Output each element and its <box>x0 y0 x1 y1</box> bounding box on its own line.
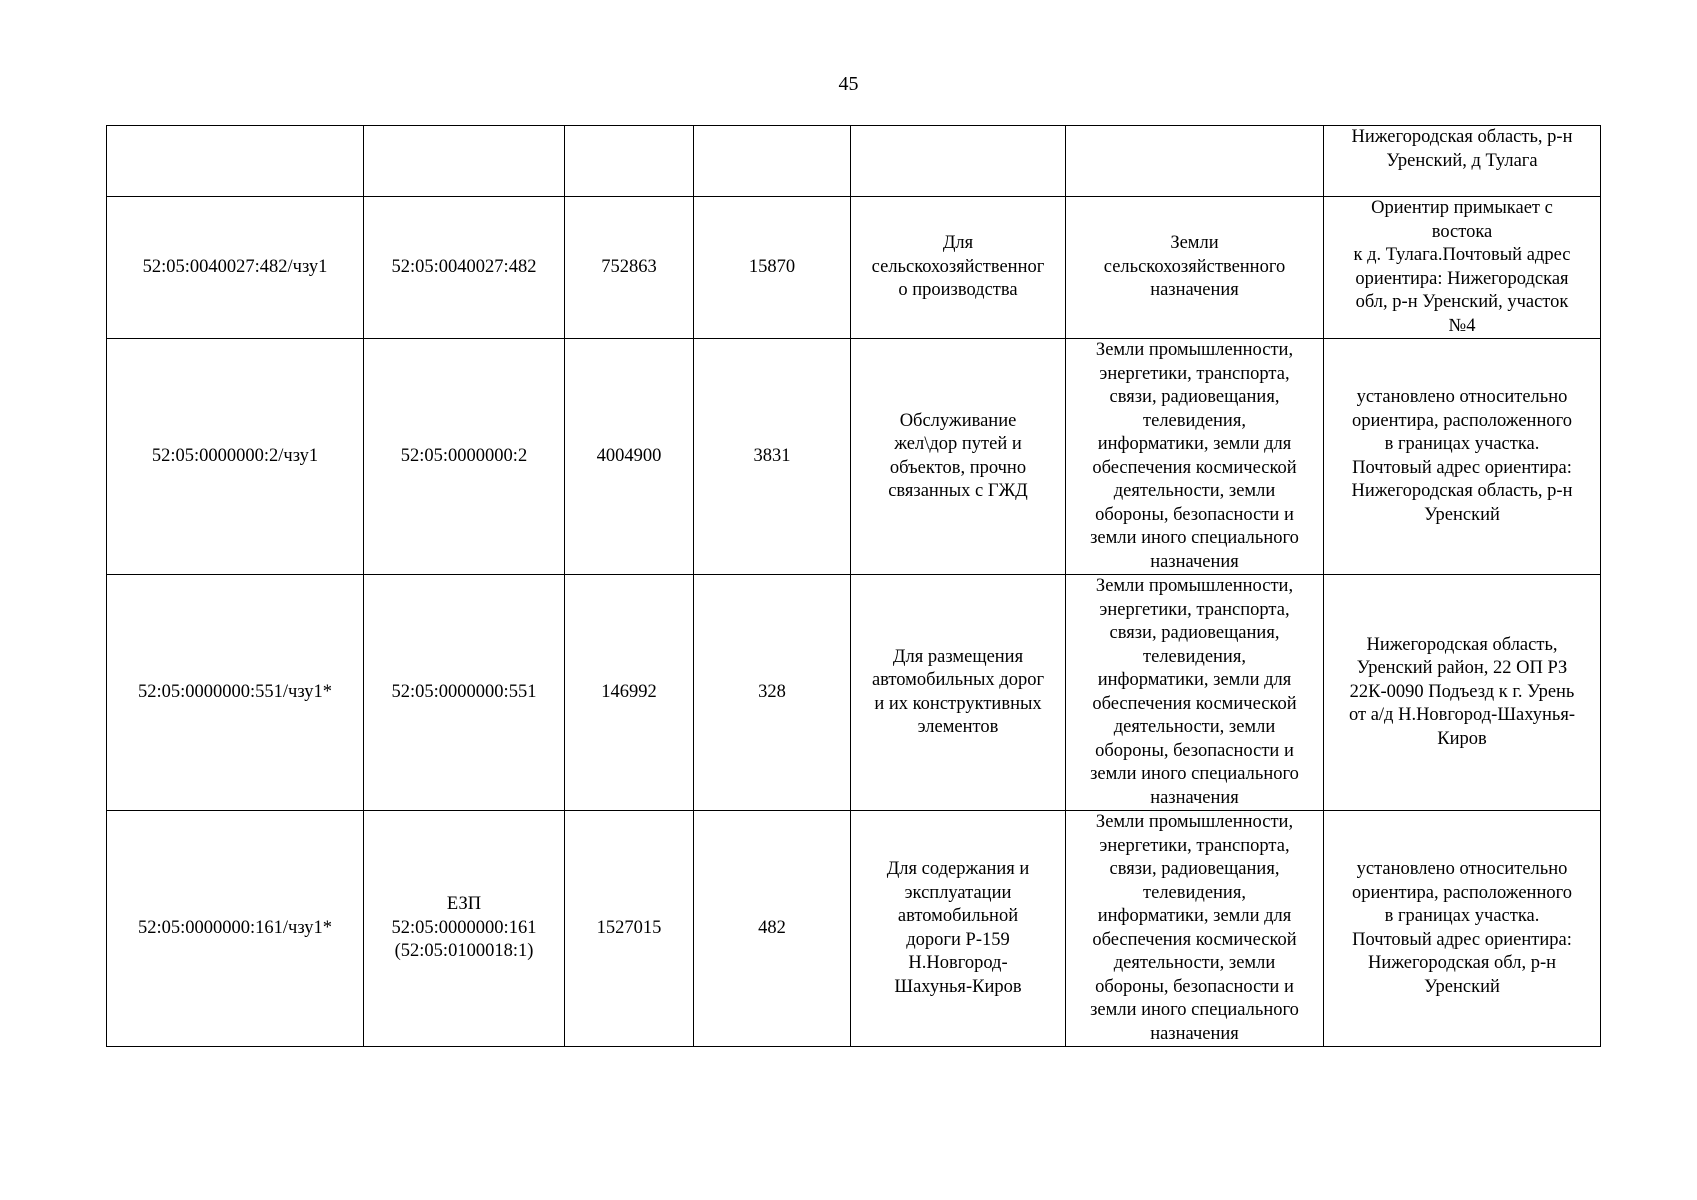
permitted-use-cell: Для содержания и эксплуатации автомобильной дороги Р-159 Н.Новгород- Шахунья-Киров <box>851 811 1066 1047</box>
zone-id-cell <box>107 126 364 197</box>
permitted-use-cell: Для сельскохозяйственног о производства <box>851 197 1066 339</box>
permitted-use-cell: Для размещения автомобильных дорог и их конструктивных элементов <box>851 575 1066 811</box>
table-row <box>107 339 1601 575</box>
parcel-area-cell: 1527015 <box>565 811 694 1047</box>
land-category-cell: Земли промышленности, энергетики, транспорта, связи, радиовещания, телевидения, информатики, земли для обеспечения космической деятельности, земли обороны, безопасности и земли иного специального назначения <box>1066 339 1324 575</box>
zone-area-cell <box>694 126 851 197</box>
zone-id-cell: 52:05:0040027:482/чзу1 <box>107 197 364 339</box>
zone-id-cell: 52:05:0000000:2/чзу1 <box>107 339 364 575</box>
land-category-cell: Земли промышленности, энергетики, транспорта, связи, радиовещания, телевидения, информатики, земли для обеспечения космической деятельности, земли обороны, безопасности и земли иного специального назначения <box>1066 575 1324 811</box>
zone-id-cell: 52:05:0000000:551/чзу1* <box>107 575 364 811</box>
parcel-area-cell: 146992 <box>565 575 694 811</box>
address-cell: Ориентир примыкает с востока к д. Тулага.Почтовый адрес ориентира: Нижегородская обл, р-н Уренский, участок №4 <box>1324 197 1601 339</box>
parcel-id-cell: 52:05:0000000:551 <box>364 575 565 811</box>
zone-area-cell: 328 <box>694 575 851 811</box>
land-category-cell <box>1066 126 1324 197</box>
permitted-use-cell: Обслуживание жел\дор путей и объектов, прочно связанных с ГЖД <box>851 339 1066 575</box>
parcel-area-cell: 752863 <box>565 197 694 339</box>
table-row <box>107 126 1601 197</box>
page-number: 45 <box>838 73 859 95</box>
zone-id-cell: 52:05:0000000:161/чзу1* <box>107 811 364 1047</box>
zone-area-cell: 482 <box>694 811 851 1047</box>
zone-area-cell: 3831 <box>694 339 851 575</box>
parcel-area-cell: 4004900 <box>565 339 694 575</box>
table-row <box>107 811 1601 1047</box>
address-cell: Нижегородская область, Уренский район, 22 ОП РЗ 22К-0090 Подъезд к г. Урень от а/д Н.Новгород-Шахунья- Киров <box>1324 575 1601 811</box>
parcel-id-cell <box>364 126 565 197</box>
zone-area-cell: 15870 <box>694 197 851 339</box>
parcel-area-cell <box>565 126 694 197</box>
land-parcels-table <box>106 125 1601 1047</box>
table-row <box>107 575 1601 811</box>
parcel-id-cell: ЕЗП 52:05:0000000:161 (52:05:0100018:1) <box>364 811 565 1047</box>
land-category-cell: Земли промышленности, энергетики, транспорта, связи, радиовещания, телевидения, информатики, земли для обеспечения космической деятельности, земли обороны, безопасности и земли иного специального назначения <box>1066 811 1324 1047</box>
permitted-use-cell <box>851 126 1066 197</box>
address-cell: Нижегородская область, р-н Уренский, д Тулага <box>1324 126 1601 197</box>
address-cell: установлено относительно ориентира, расположенного в границах участка. Почтовый адрес ориентира: Нижегородская обл, р-н Уренский <box>1324 811 1601 1047</box>
address-cell: установлено относительно ориентира, расположенного в границах участка. Почтовый адрес ориентира: Нижегородская область, р-н Уренский <box>1324 339 1601 575</box>
land-category-cell: Земли сельскохозяйственного назначения <box>1066 197 1324 339</box>
parcel-id-cell: 52:05:0040027:482 <box>364 197 565 339</box>
table-row <box>107 197 1601 339</box>
parcel-id-cell: 52:05:0000000:2 <box>364 339 565 575</box>
